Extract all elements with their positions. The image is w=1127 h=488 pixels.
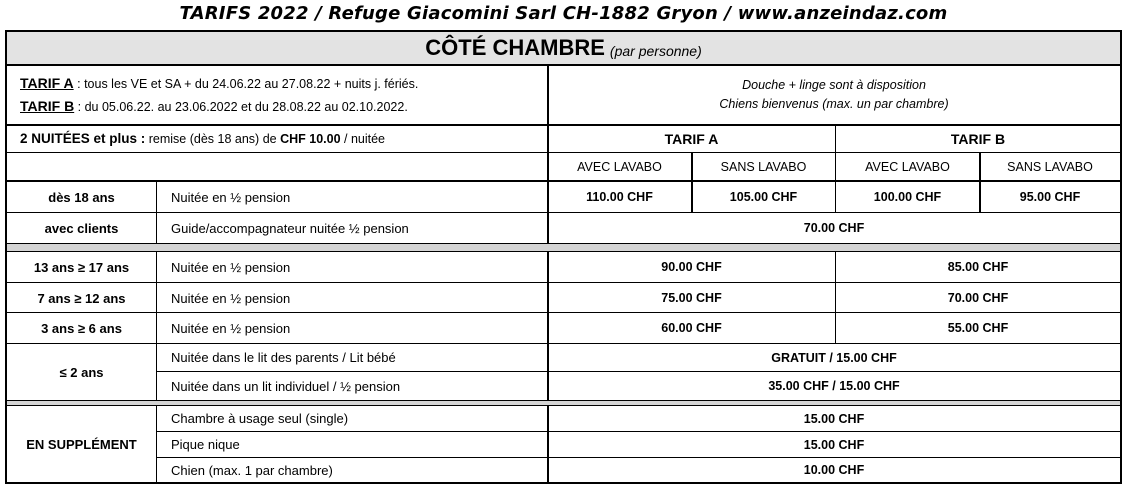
supplement-title: EN SUPPLÉMENT [26, 436, 137, 452]
tarif-a-name: TARIF A [20, 75, 74, 91]
column-tarif-a: TARIF A [664, 130, 719, 147]
divider [547, 124, 549, 243]
label-infant-bed: Nuitée dans un lit individuel / ½ pension [171, 378, 401, 394]
divider [7, 152, 1120, 153]
divider [7, 312, 1120, 313]
column-b-avec-lavabo: AVEC LAVABO [865, 159, 950, 174]
divider [7, 124, 1120, 126]
divider [979, 152, 981, 212]
supplement-price-picnic: 15.00 CHF [803, 437, 865, 452]
divider [156, 181, 157, 243]
tarif-definitions [7, 66, 547, 124]
supplement-price-dog: 10.00 CHF [803, 463, 865, 477]
price-guide: 70.00 CHF [803, 221, 865, 235]
page-title: TARIFS 2022 / Refuge Giacomini Sarl CH-1882 Gryon / www.anzeindaz.com [179, 3, 948, 24]
divider [7, 282, 1120, 283]
separator-band [7, 243, 1120, 252]
age-child3: 3 ans ≥ 6 ans [41, 320, 122, 336]
section-header [7, 32, 1120, 66]
tarif-b-definition [20, 95, 408, 118]
column-b-sans-lavabo: SANS LAVABO [1007, 159, 1093, 174]
section-subtitle: (par personne) [609, 43, 702, 59]
divider [691, 152, 693, 212]
age-infant: ≤ 2 ans [59, 364, 104, 380]
divider [156, 252, 157, 400]
tarif-b-name: TARIF B [20, 98, 75, 114]
divider [7, 343, 1120, 344]
age-child7: 7 ans ≥ 12 ans [37, 290, 126, 306]
price-infant-bed: 35.00 CHF / 15.00 CHF [768, 379, 900, 393]
note-shower: Douche + linge sont à disposition [742, 78, 926, 92]
price-adult-b-avec: 100.00 CHF [873, 190, 942, 204]
label-child7: Nuitée en ½ pension [171, 290, 291, 306]
divider [547, 66, 549, 124]
supplement-label-picnic: Pique nique [171, 437, 240, 452]
price-child7-a: 75.00 CHF [661, 291, 722, 305]
discount-note [7, 125, 547, 152]
price-adult-b-sans: 95.00 CHF [1019, 190, 1081, 204]
label-adult: Nuitée en ½ pension [171, 189, 291, 205]
divider [7, 180, 1120, 182]
price-adult-a-sans: 105.00 CHF [729, 190, 798, 204]
divider [835, 252, 836, 344]
tarif-b-desc: : du 05.06.22. au 23.06.2022 et du 28.08.22 au 02.10.2022. [74, 100, 408, 114]
age-adult: dès 18 ans [48, 189, 115, 205]
tarif-a-desc: : tous les VE et SA + du 24.06.22 au 27.08.22 + nuits j. fériés. [73, 77, 419, 91]
label-infant-parents: Nuitée dans le lit des parents / Lit bébé [171, 350, 396, 365]
divider [157, 457, 1120, 458]
discount-lead: 2 NUITÉES et plus : [20, 131, 146, 146]
notes [548, 66, 1120, 124]
note-dogs: Chiens bienvenus (max. un par chambre) [719, 97, 949, 111]
supplement-label-single: Chambre à usage seul (single) [171, 411, 349, 426]
supplement-price-single: 15.00 CHF [803, 411, 865, 426]
tarif-a-definition [20, 72, 418, 95]
divider [157, 431, 1120, 432]
price-child7-b: 70.00 CHF [947, 291, 1009, 305]
price-infant-parents: GRATUIT / 15.00 CHF [771, 350, 897, 365]
section-title: CÔTÉ CHAMBRE [425, 35, 605, 60]
divider [547, 406, 549, 482]
divider [7, 212, 1120, 213]
column-a-avec-lavabo: AVEC LAVABO [577, 159, 662, 174]
discount-amount: CHF 10.00 [280, 131, 341, 146]
column-tarif-b: TARIF B [950, 130, 1006, 147]
price-teen-a: 90.00 CHF [661, 260, 722, 274]
label-teen: Nuitée en ½ pension [171, 259, 291, 275]
divider [156, 406, 157, 482]
separator-band [7, 400, 1120, 406]
divider [157, 371, 1120, 372]
age-guide: avec clients [44, 220, 119, 236]
divider [835, 124, 836, 212]
divider [547, 252, 549, 400]
price-child3-b: 55.00 CHF [947, 321, 1009, 335]
tariff-table [5, 30, 1122, 484]
price-teen-b: 85.00 CHF [947, 260, 1009, 274]
supplement-label-dog: Chien (max. 1 par chambre) [171, 462, 333, 478]
price-adult-a-avec: 110.00 CHF [586, 190, 653, 204]
discount-unit: / nuitée [340, 131, 386, 146]
price-child3-a: 60.00 CHF [661, 321, 722, 335]
column-a-sans-lavabo: SANS LAVABO [720, 159, 807, 174]
discount-text: remise (dès 18 ans) de [145, 131, 281, 146]
label-child3: Nuitée en ½ pension [171, 320, 291, 336]
label-guide: Guide/accompagnateur nuitée ½ pension [171, 220, 409, 236]
age-teen: 13 ans ≥ 17 ans [33, 259, 130, 275]
